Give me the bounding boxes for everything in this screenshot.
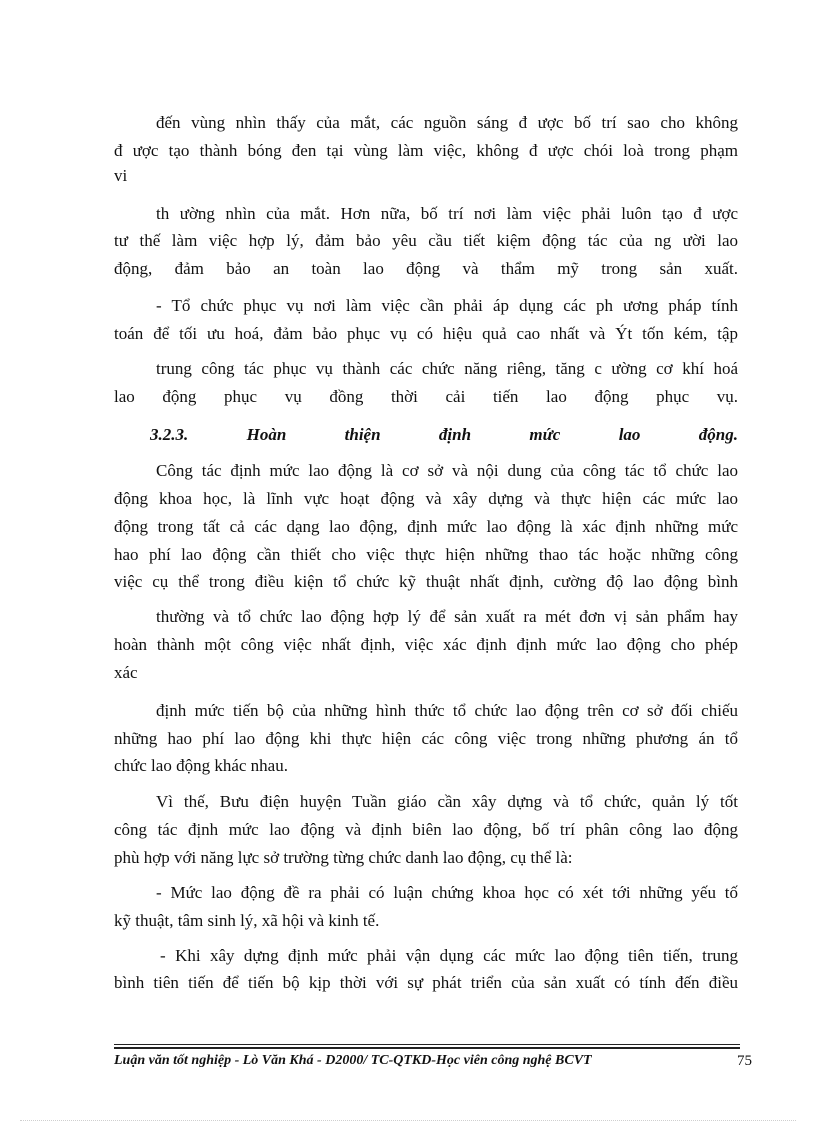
body-line: - Khi xây dựng định mức phải vận dụng các mức lao động tiên tiến, trung — [160, 946, 738, 965]
page-edge-dots — [20, 1120, 796, 1121]
body-line: kỹ thuật, tâm sinh lý, xã hội và kinh tế. — [114, 911, 380, 930]
body-line: định mức tiến bộ của những hình thức tổ chức lao động trên cơ sở đối chiếu — [156, 701, 738, 720]
body-line: hao phí lao động cần thiết cho việc thực hiện những thao tác hoặc những công — [114, 545, 738, 564]
body-line: tư thế làm việc hợp lý, đảm bảo yêu cầu tiết kiệm động tác của ng ười lao — [114, 231, 738, 250]
body-line: vi — [114, 166, 128, 185]
body-line: - Mức lao động đề ra phải có luận chứng khoa học có xét tới những yếu tố — [156, 883, 738, 902]
body-line: phù hợp với năng lực sở trường từng chức danh lao động, cụ thể là: — [114, 848, 573, 867]
body-line: xác — [114, 663, 138, 682]
body-line: hoàn thành một công việc nhất định, việc xác định định mức lao động cho phép — [114, 635, 738, 654]
body-line: th ường nhìn của mắt. Hơn nữa, bố trí nơi làm việc phải luôn tạo đ ược — [156, 204, 738, 223]
body-line: thường và tổ chức lao động hợp lý để sản xuất ra mét đơn vị sản phẩm hay — [156, 607, 738, 626]
body-line: động trong tất cả các dạng lao động, định mức lao động là xác định những mức — [114, 517, 738, 536]
body-line: động khoa học, là lĩnh vực hoạt động và xây dựng và thực hiện các mức lao — [114, 489, 738, 508]
footer-rule — [114, 1044, 740, 1045]
page-number: 75 — [737, 1053, 752, 1069]
section-heading: 3.2.3. Hoàn thiện định mức lao động. — [150, 425, 738, 444]
body-line: - Tổ chức phục vụ nơi làm việc cần phải áp dụng các ph ương pháp tính — [156, 296, 738, 315]
body-line: đến vùng nhìn thấy của mắt, các nguồn sáng đ ược bố trí sao cho không — [156, 113, 738, 132]
body-line: toán để tối ưu hoá, đảm bảo phục vụ có hiệu quả cao nhất và Ýt tốn kém, tập — [114, 324, 738, 343]
body-line: Công tác định mức lao động là cơ sở và nội dung của công tác tổ chức lao — [156, 461, 738, 480]
body-line: Vì thế, Bưu điện huyện Tuần giáo cần xây dựng và tổ chức, quản lý tốt — [156, 792, 738, 811]
body-line: đ ược tạo thành bóng đen tại vùng làm việc, không đ ược chói loà trong phạm — [114, 141, 738, 160]
body-line: chức lao động khác nhau. — [114, 756, 288, 775]
body-line: lao động phục vụ đồng thời cải tiến lao động phục vụ. — [114, 387, 738, 406]
body-line: việc cụ thể trong điều kiện tổ chức kỹ thuật nhất định, cường độ lao động bình — [114, 572, 738, 591]
body-line: động, đảm bảo an toàn lao động và thẩm mỹ trong sản xuất. — [114, 259, 738, 278]
body-line: công tác định mức lao động và định biên lao động, bố trí phân công lao động — [114, 820, 738, 839]
body-line: những hao phí lao động khi thực hiện các công việc trong những phương án tổ — [114, 729, 738, 748]
footer-rule — [114, 1047, 740, 1049]
body-line: trung công tác phục vụ thành các chức năng riêng, tăng c ường cơ khí hoá — [156, 359, 738, 378]
footer-text: Luận văn tốt nghiệp - Lò Văn Khá - D2000/ TC-QTKD-Học viên công nghệ BCVT — [114, 1053, 592, 1068]
body-line: bình tiên tiến để tiến bộ kịp thời với sự phát triển của sản xuất có tính đến điều — [114, 973, 738, 992]
